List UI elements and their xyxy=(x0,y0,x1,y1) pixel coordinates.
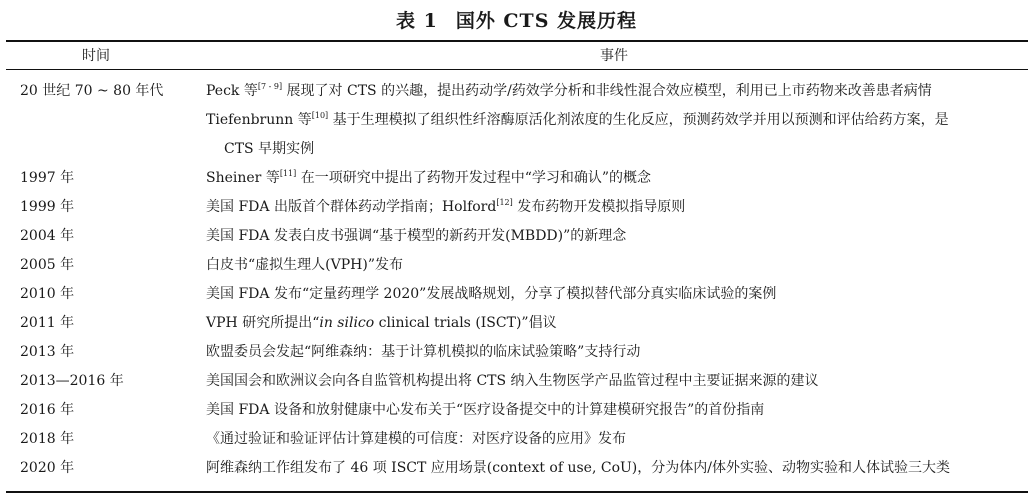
event-line: 白皮书“虚拟生理人(VPH)”发布 xyxy=(206,257,403,273)
event-line xyxy=(206,164,1028,193)
table-row xyxy=(6,164,1028,193)
event-text: CTS 早期实例 xyxy=(224,141,315,157)
event-line: 美国 FDA 设备和放射健康中心发布关于“医疗设备提交中的计算建模研究报告”的首份指南 xyxy=(206,402,765,418)
top-rule xyxy=(6,40,1028,42)
time-cell: 1999 年 xyxy=(20,199,75,215)
table-row xyxy=(6,251,1028,280)
header-time: 时间 xyxy=(82,48,110,64)
header-event: 事件 xyxy=(600,48,628,64)
time-cell: 2020 年 xyxy=(20,460,75,476)
event-line xyxy=(206,309,1028,338)
time-cell: 1997 年 xyxy=(20,170,75,186)
table-row xyxy=(6,425,1028,454)
event-text: 在一项研究中提出了药物开发过程中“学习和确认”的概念 xyxy=(296,170,652,186)
event-cell xyxy=(206,77,1028,164)
event-text: Sheiner 等 xyxy=(206,170,280,186)
time-cell: 2011 年 xyxy=(20,315,75,331)
time-cell: 2018 年 xyxy=(20,431,75,447)
event-cell xyxy=(206,251,1028,280)
event-line: 美国国会和欧洲议会向各自监管机构提出将 CTS 纳入生物医学产品监管过程中主要证据来源的建议 xyxy=(206,373,819,389)
event-line: 欧盟委员会发起“阿维森纳：基于计算机模拟的临床试验策略”支持行动 xyxy=(206,344,641,360)
event-cell xyxy=(206,309,1028,338)
table-row xyxy=(6,396,1028,425)
event-cell xyxy=(206,222,1028,251)
event-text: Peck 等 xyxy=(206,83,258,99)
table-row xyxy=(6,222,1028,251)
table-row xyxy=(6,280,1028,309)
table-title xyxy=(0,6,1033,33)
event-text: 基于生理模拟了组织性纤溶酶原活化剂浓度的生化反应，预测药效学并用以预测和评估给药方案，是 xyxy=(328,112,949,128)
table-body xyxy=(6,77,1028,483)
event-cell xyxy=(206,280,1028,309)
event-line xyxy=(206,135,1028,164)
table-row xyxy=(6,367,1028,396)
event-line xyxy=(206,193,1028,222)
event-cell xyxy=(206,164,1028,193)
time-cell: 2016 年 xyxy=(20,402,75,418)
citation-ref: [12] xyxy=(496,198,513,207)
time-cell: 2013—2016 年 xyxy=(20,373,124,389)
header-rule xyxy=(6,69,1028,70)
event-text: 展现了对 CTS 的兴趣，提出药动学/药效学分析和非线性混合效应模型，利用已上市药物来改善患者病情 xyxy=(282,83,932,99)
time-cell: 2005 年 xyxy=(20,257,75,273)
table-title-text: 国外 CTS 发展历程 xyxy=(455,10,638,32)
event-cell xyxy=(206,193,1028,222)
citation-ref: [11] xyxy=(279,169,297,178)
event-text: clinical trials (ISCT)”倡议 xyxy=(374,315,557,331)
table-row xyxy=(6,454,1028,483)
event-line xyxy=(206,77,1028,106)
event-cell xyxy=(206,338,1028,367)
event-text: 美国 FDA 出版首个群体药动学指南；Holford xyxy=(206,199,497,215)
event-text: Tiefenbrunn 等 xyxy=(206,112,312,128)
event-line: 美国 FDA 发布“定量药理学 2020”发展战略规划，分享了模拟替代部分真实临床试验的案例 xyxy=(206,286,777,302)
event-cell xyxy=(206,367,1028,396)
event-text-italic: in silico xyxy=(319,315,375,331)
event-line xyxy=(206,106,1028,135)
event-text: VPH 研究所提出“ xyxy=(206,315,320,331)
event-text: 发布药物开发模拟指导原则 xyxy=(512,199,686,215)
citation-ref: [7 - 9] xyxy=(257,82,283,91)
time-cell: 20 世纪 70 ~ 80 年代 xyxy=(20,83,164,99)
time-cell: 2013 年 xyxy=(20,344,75,360)
event-cell xyxy=(206,425,1028,454)
event-line: 美国 FDA 发表白皮书强调“基于模型的新药开发(MBDD)”的新理念 xyxy=(206,228,627,244)
citation-ref: [10] xyxy=(311,111,329,120)
event-line: 阿维森纳工作组发布了 46 项 ISCT 应用场景(context of use, CoU)，分为体内/体外实验、动物实验和人体试验三大类 xyxy=(206,460,950,476)
event-cell xyxy=(206,396,1028,425)
table-number: 表 1 xyxy=(395,10,438,32)
table-row xyxy=(6,338,1028,367)
table-row xyxy=(6,77,1028,164)
bottom-rule xyxy=(6,491,1028,493)
table-row xyxy=(6,309,1028,338)
table-row xyxy=(6,193,1028,222)
event-line: 《通过验证和验证评估计算建模的可信度：对医疗设备的应用》发布 xyxy=(206,431,626,447)
time-cell: 2004 年 xyxy=(20,228,75,244)
event-cell xyxy=(206,454,1028,483)
time-cell: 2010 年 xyxy=(20,286,75,302)
